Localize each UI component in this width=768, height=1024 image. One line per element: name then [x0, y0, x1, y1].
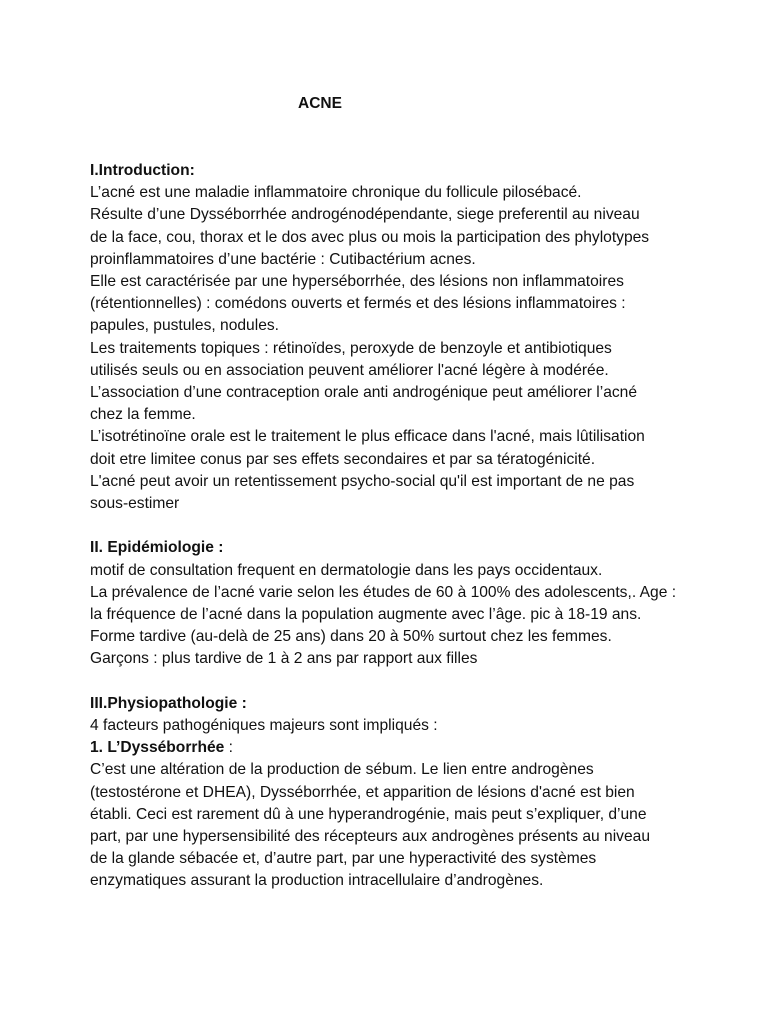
paragraph-line: enzymatiques assurant la production intracellulaire d’androgènes. [90, 872, 544, 890]
document-body [90, 160, 710, 893]
paragraph-line: L’acné est une maladie inflammatoire chronique du follicule pilosébacé. [90, 184, 582, 202]
paragraph-line: doit etre limitee conus par ses effets secondaires et par sa tératogénicité. [90, 450, 596, 468]
paragraph-line: de la glande sébacée et, d’autre part, par une hyperactivité des systèmes [90, 850, 597, 868]
paragraph-line: proinflammatoires d’une bactérie : Cutibactérium acnes. [90, 250, 476, 268]
paragraph-line: C’est une altération de la production de sébum. Le lien entre androgènes [90, 761, 594, 779]
paragraph-line: la fréquence de l’acné dans la population augmente avec l’âge. pic à 18-19 ans. [90, 606, 642, 624]
section-heading-physiopathologie: III.Physiopathologie : [90, 694, 247, 712]
paragraph-line: (testostérone et DHEA), Dysséborrhée, et apparition de lésions d'acné est bien [90, 783, 635, 801]
paragraph-line: utilisés seuls ou en association peuvent améliorer l'acné légère à modérée. [90, 361, 609, 379]
paragraph-line: (rétentionnelles) : comédons ouverts et fermés et des lésions inflammatoires : [90, 295, 626, 313]
paragraph-line: Elle est caractérisée par une hyperséborrhée, des lésions non inflammatoires [90, 273, 624, 291]
paragraph-line: sous-estimer [90, 495, 180, 513]
document-title: ACNE [298, 95, 342, 112]
section-heading-epidemiologie: II. Epidémiologie : [90, 539, 224, 557]
paragraph-line: La prévalence de l’acné varie selon les études de 60 à 100% des adolescents,. Age : [90, 583, 677, 601]
paragraph-line: part, par une hypersensibilité des récepteurs aux androgènes présents au niveau [90, 828, 650, 846]
blank-line [90, 671, 710, 693]
subheading-suffix: : [224, 739, 234, 757]
paragraph-line: Garçons : plus tardive de 1 à 2 ans par rapport aux filles [90, 650, 478, 668]
paragraph-line: Les traitements topiques : rétinoïdes, peroxyde de benzoyle et antibiotiques [90, 339, 612, 357]
paragraph-line: établi. Ceci est rarement dû à une hyperandrogénie, mais peut s’expliquer, d’une [90, 805, 647, 823]
paragraph-line: motif de consultation frequent en dermatologie dans les pays occidentaux. [90, 561, 603, 579]
subheading-dysseborrhee: 1. L’Dysséborrhée [90, 739, 225, 757]
paragraph-line: Forme tardive (au-delà de 25 ans) dans 20 à 50% surtout chez les femmes. [90, 628, 612, 646]
paragraph-line: de la face, cou, thorax et le dos avec plus ou mois la participation des phylotypes [90, 228, 650, 246]
paragraph-line: chez la femme. [90, 406, 196, 424]
section-heading-introduction: I.Introduction: [90, 162, 195, 179]
paragraph-line: L'acné peut avoir un retentissement psycho-social qu'il est important de ne pas [90, 472, 635, 490]
paragraph-line: Résulte d’une Dysséborrhée androgénodépendante, siege preferentil au niveau [90, 206, 640, 224]
blank-line [90, 515, 710, 537]
paragraph-line: L’association d’une contraception orale anti androgénique peut améliorer l’acné [90, 384, 638, 402]
subheading-line [90, 737, 710, 759]
paragraph-line: L’isotrétinoïne orale est le traitement le plus efficace dans l'acné, mais lûtilisation [90, 428, 645, 446]
paragraph-line: papules, pustules, nodules. [90, 317, 279, 335]
section-intro: 4 facteurs pathogéniques majeurs sont impliqués : [90, 717, 438, 735]
